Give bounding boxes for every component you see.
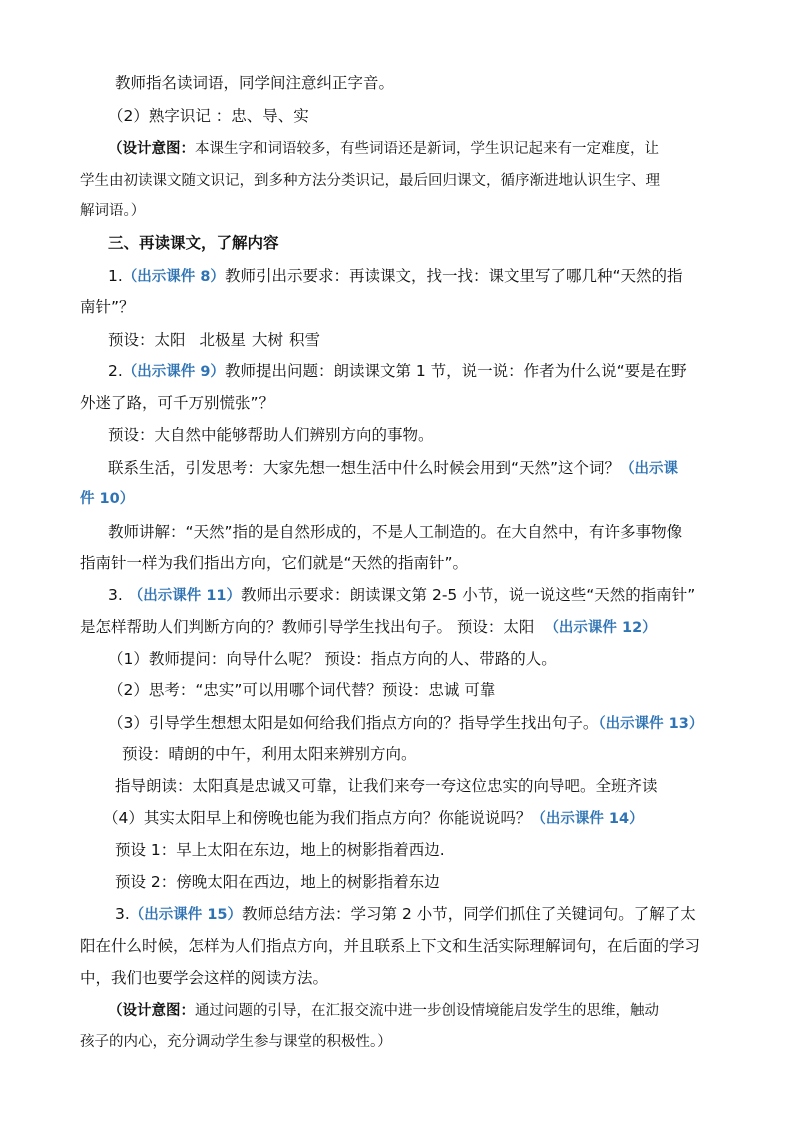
design-intent-line — [108, 1001, 659, 1021]
courseware-ref: （出示课件 13） — [598, 716, 704, 732]
paragraph-line — [108, 330, 320, 350]
courseware-ref: 件 10） — [80, 491, 135, 507]
paragraph-line — [108, 266, 682, 287]
paragraph-line: （1）教师提问：向导什么呢？ 预设：指点方向的人、带路的人。 — [108, 650, 557, 668]
paragraph-text: 是怎样帮助人们判断方向的？教师引导学生找出句子。 预设：太阳 — [80, 618, 535, 636]
preset-text: 预设：太阳 — [108, 331, 186, 349]
paragraph-text: 教师引出示要求：再读课文，找一找：课文里写了哪几种“天然的指 — [224, 267, 683, 285]
section-heading: 三、再读课文，了解内容 — [108, 234, 279, 252]
paragraph-line — [115, 904, 696, 925]
design-intent-label: （设计意图： — [108, 1002, 195, 1019]
design-intent-text: 通过问题的引导，在汇报交流中进一步创设情境能启发学生的思维，触动 — [195, 1003, 659, 1019]
design-intent-text: 本课生字和词语较多，有些词语还是新词，学生识记起来有一定难度，让 — [195, 141, 659, 157]
paragraph-line — [103, 808, 644, 829]
paragraph-line: 阳在什么时候，怎样为人们指点方向，并且联系上下文和生活实际理解词句，在后面的学习 — [80, 937, 701, 955]
paragraph-line: 预设：晴朗的中午，利用太阳来辨别方向。 — [122, 745, 417, 763]
design-intent-line: 解词语。） — [80, 203, 146, 219]
paragraph-text: （3）引导学生想想太阳是如何给我们指点方向的？指导学生找出句子。 — [108, 714, 599, 732]
paragraph-line: 预设：大自然中能够帮助人们辨别方向的事物。 — [108, 426, 434, 444]
design-intent-line: 学生由初读课文随文识记，到多种方法分类识记，最后回归课文，循序渐进地认识生字、理 — [80, 173, 660, 189]
paragraph-text: （4）其实太阳早上和傍晚也能为我们指点方向？你能说说吗？ — [103, 809, 532, 827]
preset-text: 积雪 — [289, 331, 321, 349]
paragraph-text: 教师出示要求：朗读课文第 2-5 小节，说一说这些“天然的指南针” — [241, 586, 696, 604]
paragraph-line: 指南针一样为我们指出方向，它们就是“天然的指南针”。 — [80, 554, 469, 572]
courseware-ref: （出示课件 12） — [544, 620, 657, 636]
design-intent-line — [108, 139, 659, 159]
courseware-ref: （出示课件 9） — [122, 364, 225, 380]
paragraph-line: 教师指名读词语，同学间注意纠正字音。 — [115, 74, 395, 92]
item-number: 2. — [108, 362, 123, 380]
paragraph-text: 教师提出问题：朗读课文第 1 节，说一说：作者为什么说“要是在野 — [224, 362, 687, 380]
paragraph-text: 联系生活，引发思考：大家先想一想生活中什么时候会用到“天然”这个词？ — [108, 459, 621, 477]
item-number: 3. — [115, 905, 130, 923]
paragraph-line: 预设 1：早上太阳在东边，地上的树影指着西边. — [115, 841, 445, 859]
courseware-ref: （出示课件 15） — [129, 907, 243, 923]
courseware-ref: （出示课 — [620, 461, 679, 477]
courseware-ref: （出示课件 14） — [531, 811, 644, 827]
paragraph-text: 教师总结方法：学习第 2 小节，同学们抓住了关键词句。了解了太 — [242, 905, 696, 923]
design-intent-line: 孩子的内心，充分调动学生参与课堂的积极性。） — [80, 1034, 392, 1050]
paragraph-line: 中，我们也要学会这样的阅读方法。 — [80, 969, 329, 987]
paragraph-line — [80, 488, 134, 509]
paragraph-line — [108, 458, 678, 479]
paragraph-line — [108, 713, 703, 734]
paragraph-line: 教师讲解：“天然”指的是自然形成的，不是人工制造的。在大自然中，有许多事物像 — [108, 523, 683, 541]
paragraph-line — [108, 585, 695, 606]
preset-text: 北极星 — [199, 331, 247, 349]
item-number: 3. — [108, 586, 123, 604]
paragraph-line: 南针”？ — [80, 298, 135, 316]
courseware-ref: （出示课件 8） — [122, 269, 225, 285]
preset-text: 大树 — [252, 331, 284, 349]
item-number: 1. — [108, 267, 123, 285]
paragraph-line — [80, 617, 657, 638]
paragraph-line: （2）熟字识记 ：忠、导、实 — [108, 107, 309, 125]
design-intent-label: （设计意图： — [108, 140, 195, 157]
paragraph-line: 预设 2：傍晚太阳在西边，地上的树影指着东边 — [115, 873, 440, 891]
paragraph-line: 外迷了路，可千万别慌张”？ — [80, 394, 275, 412]
paragraph-line: 指导朗读：太阳真是忠诚又可靠，让我们来夸一夸这位忠实的向导吧。全班齐读 — [115, 777, 658, 795]
courseware-ref: （出示课件 11） — [128, 588, 242, 604]
paragraph-line — [108, 361, 687, 382]
paragraph-line: （2）思考：“忠实”可以用哪个词代替？预设：忠诚 可靠 — [108, 681, 496, 699]
